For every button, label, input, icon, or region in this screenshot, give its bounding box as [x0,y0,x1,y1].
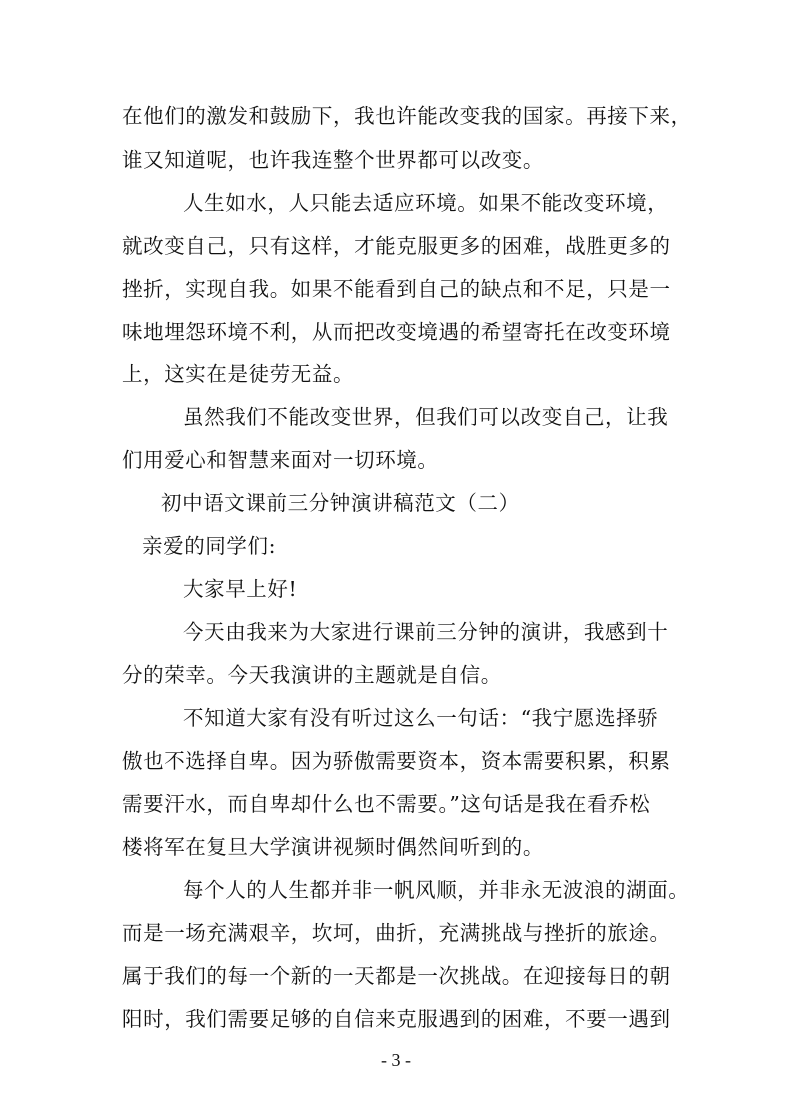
text-line: 不知道大家有没有听过这么一句话：“我宁愿选择骄 [183,706,659,730]
text-line: 虽然我们不能改变世界，但我们可以改变自己，让我 [183,405,669,429]
text-line: 今天由我来为大家进行课前三分钟的演讲，我感到十 [183,620,669,644]
text-line: 而是一场充满艰辛，坎坷，曲折，充满挑战与挫折的旅途。 [122,921,671,945]
text-line: 傲也不选择自卑。因为骄傲需要资本，资本需要积累，积累 [122,749,671,773]
text-line: 上，这实在是徒劳无益。 [122,362,355,386]
text-line: 需要汗水，而自卑却什么也不需要。”这句话是我在看乔松 [122,792,651,816]
salutation: 亲爱的同学们: [142,534,277,558]
text-line: 挫折，实现自我。如果不能看到自己的缺点和不足，只是一 [122,277,671,301]
text-line: 在他们的激发和鼓励下，我也许能改变我的国家。再接下来， [122,104,692,128]
greeting: 大家早上好! [183,577,298,601]
text-line: 阳时，我们需要足够的自信来克服遇到的困难，不要一遇到 [122,1007,671,1031]
text-line: 们用爱心和智慧来面对一切环境。 [122,448,439,472]
text-line: 属于我们的每一个新的一天都是一次挑战。在迎接每日的朝 [122,964,671,988]
text-line: 人生如水，人只能去适应环境。如果不能改变环境， [183,191,669,215]
text-line: 分的荣幸。今天我演讲的主题就是自信。 [122,663,502,687]
text-line: 每个人的人生都并非一帆风顺，并非永无波浪的湖面。 [183,878,690,902]
text-line: 味地埋怨环境不利，从而把改变境遇的希望寄托在改变环境 [122,320,671,344]
text-line: 谁又知道呢，也许我连整个世界都可以改变。 [122,148,544,172]
text-line: 楼将军在复旦大学演讲视频时偶然间听到的。 [122,835,544,859]
section-heading: 初中语文课前三分钟演讲稿范文（二） [161,491,520,515]
page-number: - 3 - [381,1050,411,1070]
text-line: 就改变自己，只有这样，才能克服更多的困难，战胜更多的 [122,234,671,258]
